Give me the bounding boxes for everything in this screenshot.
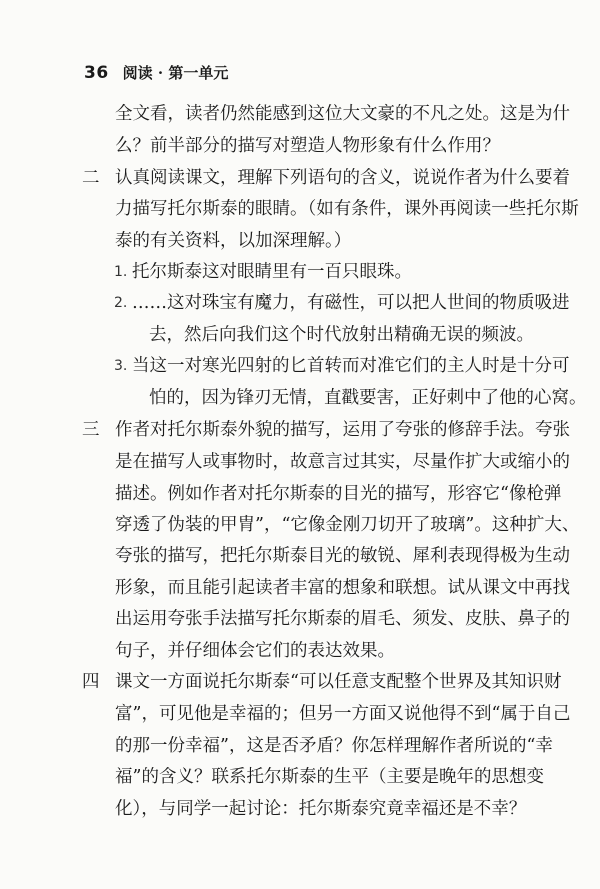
question-line: 福”的含义？联系托尔斯泰的生平（主要是晚年的思想变 — [115, 767, 544, 787]
item-label: 3. — [114, 358, 128, 374]
question-line: 的那一份幸福”，这是否矛盾？你怎样理解作者所说的“幸 — [115, 736, 553, 756]
section-title: 阅读 · 第一单元 — [122, 64, 229, 82]
question-line: 作者对托尔斯泰外貌的描写，运用了夸张的修辞手法。夸张 — [115, 420, 570, 440]
question-line: 句子，并仔细体会它们的表达效果。 — [115, 641, 395, 661]
item-line: 托尔斯泰这对眼睛里有一百只眼珠。 — [132, 262, 412, 282]
question-line: 课文一方面说托尔斯泰“可以任意支配整个世界及其知识财 — [115, 672, 562, 692]
question-line: 穿透了伪装的甲胄”，“它像金刚刀切开了玻璃”。这种扩大、 — [115, 515, 580, 535]
item-label: 1. — [114, 264, 128, 280]
question-number: 三 — [82, 420, 100, 440]
question-line: 出运用夸张手法描写托尔斯泰的眉毛、须发、皮肤、鼻子的 — [115, 609, 570, 629]
page-header — [84, 62, 228, 92]
question-number: 四 — [82, 672, 100, 692]
question-line: 化），与同学一起讨论：托尔斯泰究竟幸福还是不幸？ — [115, 799, 527, 819]
question-number: 二 — [82, 168, 100, 188]
item-line: 当这一对寒光四射的匕首转而对准它们的主人时是十分可 — [132, 356, 570, 376]
item-label: 2. — [114, 295, 128, 311]
question-line: 认真阅读课文，理解下列语句的含义，说说作者为什么要着 — [115, 168, 570, 188]
question-line: 富”，可见他是幸福的；但另一方面又说他得不到“属于自己 — [115, 704, 571, 724]
item-line: 怕的，因为锋刃无情，直戳要害，正好刺中了他的心窝。 — [149, 388, 587, 408]
page-number: 36 — [84, 63, 109, 83]
paragraph-line: 么？前半部分的描写对塑造人物形象有什么作用？ — [115, 136, 500, 156]
question-line: 形象，而且能引起读者丰富的想象和联想。试从课文中再找 — [115, 578, 570, 598]
question-line: 描述。例如作者对托尔斯泰的目光的描写，形容它“像枪弹 — [115, 484, 562, 504]
item-line: ……这对珠宝有魔力，有磁性，可以把人世间的物质吸进 — [132, 293, 570, 313]
question-line: 夸张的描写，把托尔斯泰目光的敏锐、犀利表现得极为生动 — [115, 546, 570, 566]
paragraph-line: 全文看，读者仍然能感到这位大文豪的不凡之处。这是为什 — [115, 104, 570, 124]
item-line: 去，然后向我们这个时代放射出精确无误的频波。 — [149, 325, 534, 345]
question-line: 是在描写人或事物时，故意言过其实，尽量作扩大或缩小的 — [115, 452, 570, 472]
question-line: 力描写托尔斯泰的眼睛。（如有条件，课外再阅读一些托尔斯 — [115, 199, 579, 219]
question-line: 泰的有关资料，以加深理解。） — [115, 231, 352, 251]
